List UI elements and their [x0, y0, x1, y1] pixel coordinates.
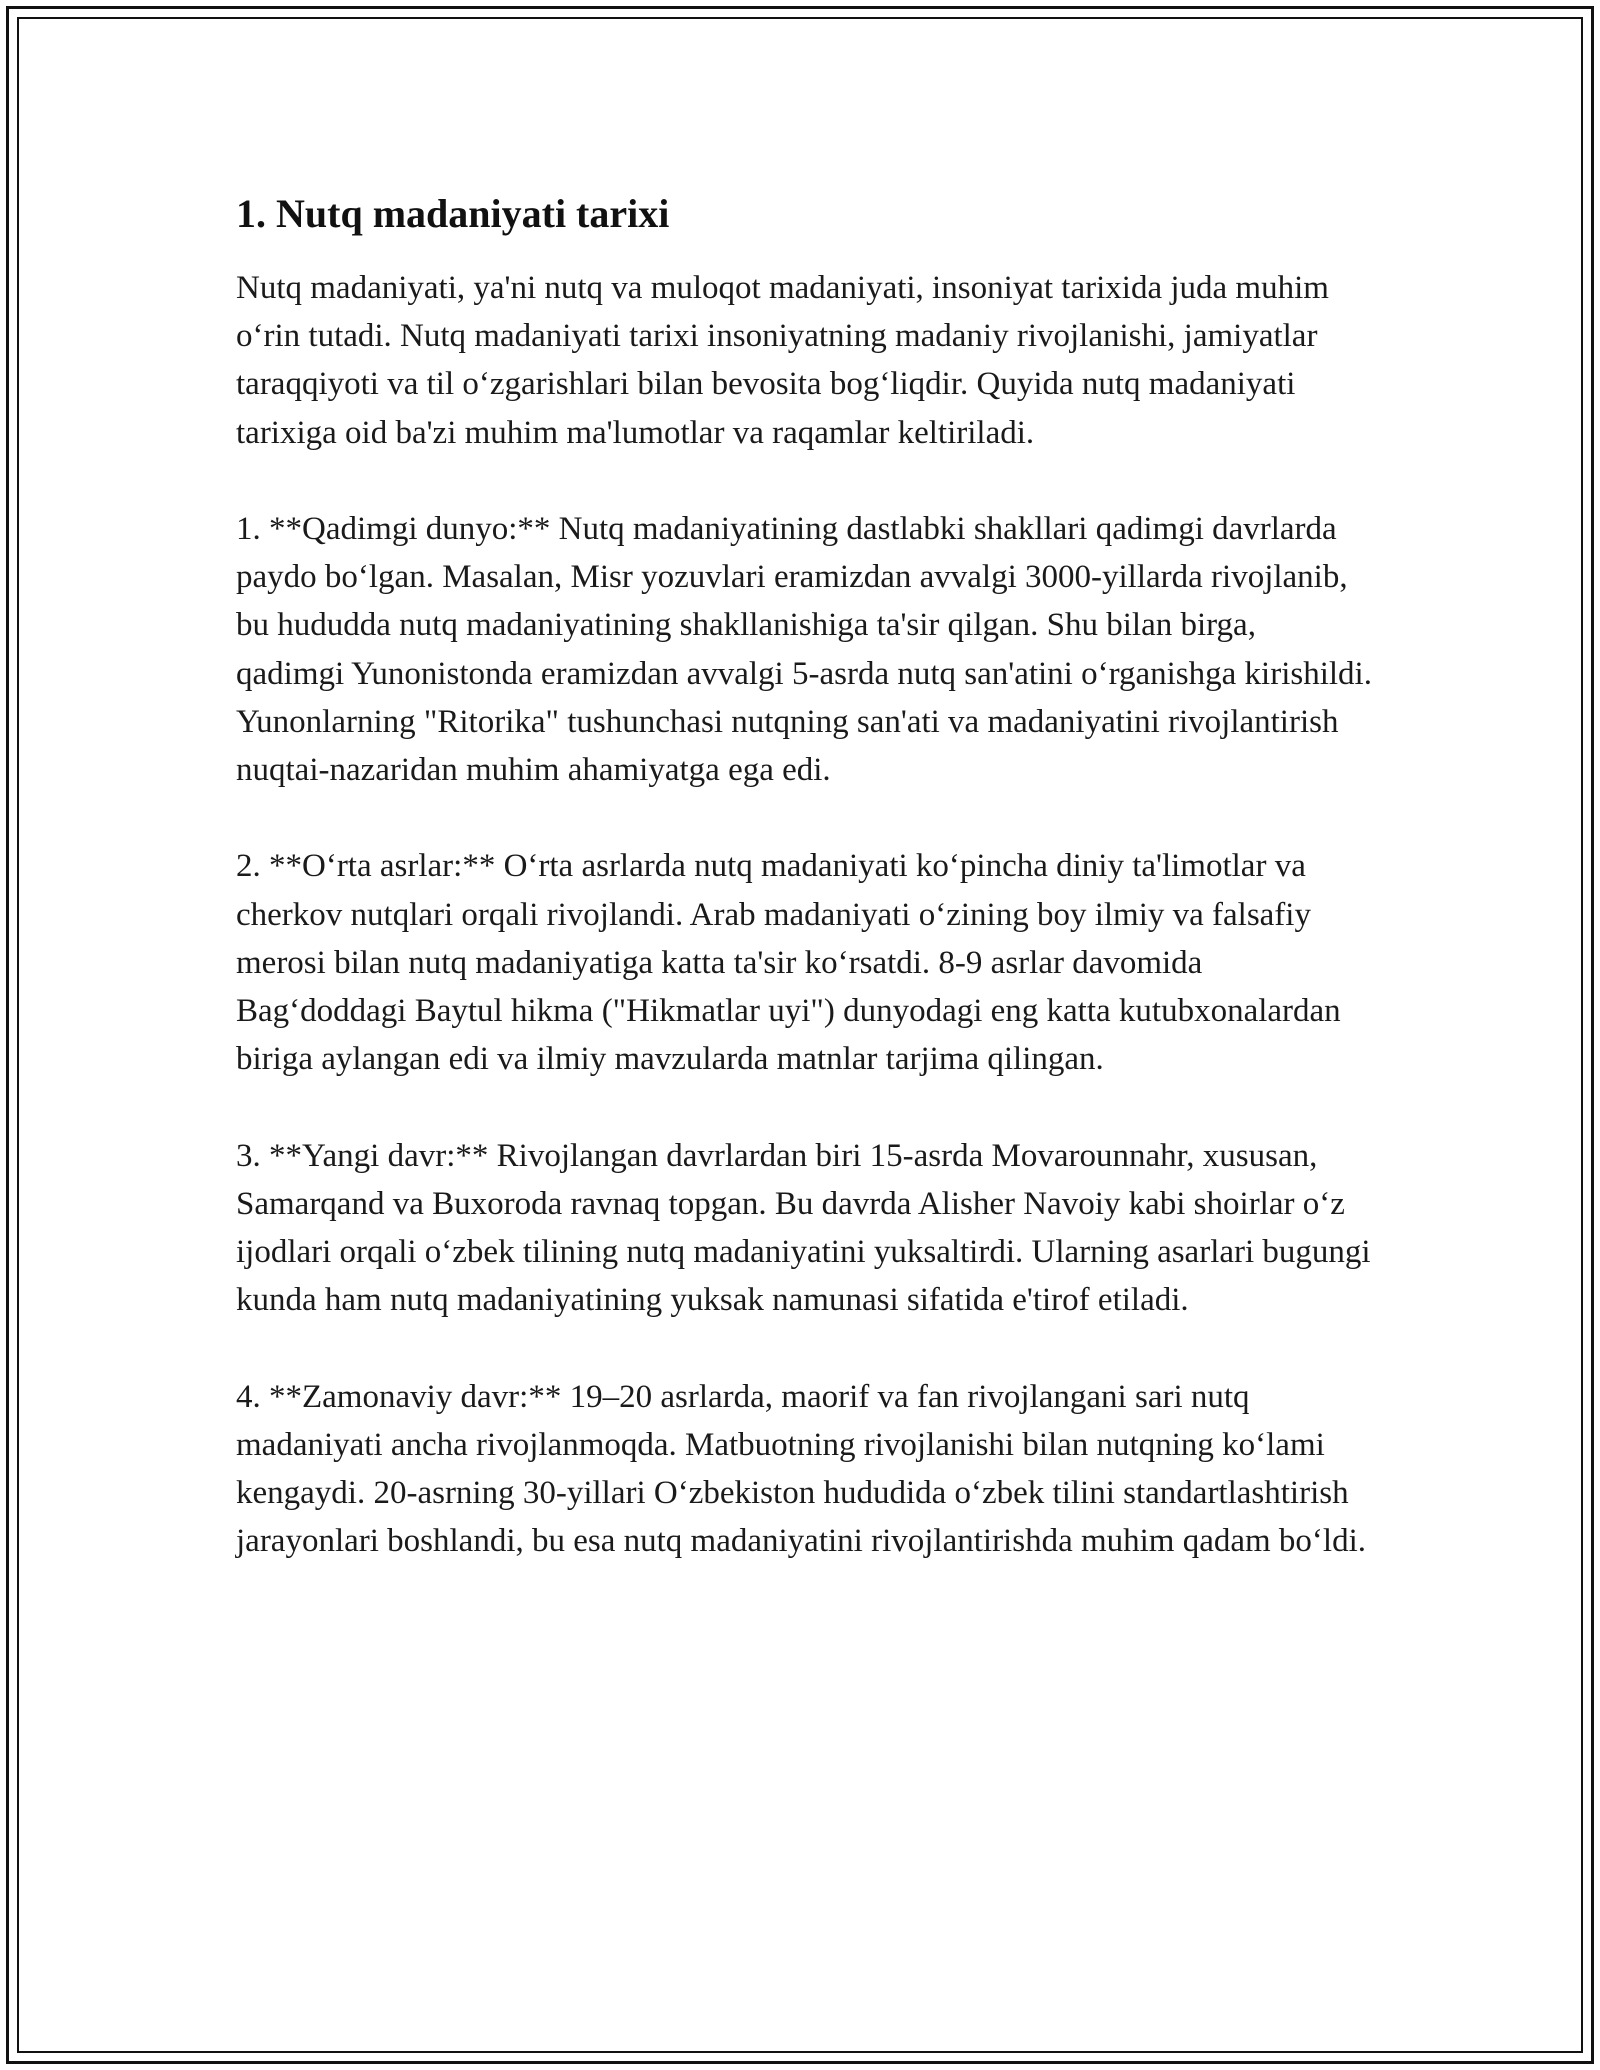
document-body: [236, 190, 1372, 1565]
document-title: 1. Nutq madaniyati tarixi: [236, 191, 670, 236]
paragraph-ancient-world: 1. **Qadimgi dunyo:** Nutq madaniyatining dastlabki shakllari qadimgi davrlarda paydo bo‘lgan. Masalan, Misr yozuvlari eramizdan avvalgi 3000-yillarda rivojlanib, bu hududda nutq madaniyatining shakllanishiga ta'sir qilgan. Shu bilan birga, qadimgi Yunonistonda eramizdan avvalgi 5-asrda nutq san'atini o‘rganishga kirishildi. Yunonlarning "Ritorika" tushunchasi nutqning san'ati va madaniyatini rivojlantirish nuqtai-nazaridan muhim ahamiyatga ega edi.: [236, 511, 1372, 789]
paragraph-middle-ages: 2. **O‘rta asrlar:** O‘rta asrlarda nutq madaniyati ko‘pincha diniy ta'limotlar va cherkov nutqlari orqali rivojlandi. Arab madaniyati o‘zining boy ilmiy va falsafiy merosi bilan nutq madaniyatiga katta ta'sir ko‘rsatdi. 8-9 asrlar davomida Bag‘doddagi Baytul hikma ("Hikmatlar uyi") dunyodagi eng katta kutubxonalardan biriga aylangan edi va ilmiy mavzularda matnlar tarjima qilingan.: [236, 848, 1341, 1078]
paragraph-new-era: 3. **Yangi davr:** Rivojlangan davrlardan biri 15-asrda Movarounnahr, xususan, Samarqand va Buxoroda ravnaq topgan. Bu davrda Alisher Navoiy kabi shoirlar o‘z ijodlari orqali o‘zbek tilining nutq madaniyatini yuksaltirdi. Ularning asarlari bugungi kunda ham nutq madaniyatining yuksak namunasi sifatida e'tirof etiladi.: [236, 1137, 1371, 1319]
paragraph-intro: Nutq madaniyati, ya'ni nutq va muloqot madaniyati, insoniyat tarixida juda muhim o‘rin tutadi. Nutq madaniyati tarixi insoniyatning madaniy rivojlanishi, jamiyatlar taraqqiyoti va til o‘zgarishlari bilan bevosita bog‘liqdir. Quyida nutq madaniyati tarixiga oid ba'zi muhim ma'lumotlar va raqamlar keltiriladi.: [236, 270, 1329, 451]
paragraph-modern-era: 4. **Zamonaviy davr:** 19–20 asrlarda, maorif va fan rivojlangani sari nutq madaniyati ancha rivojlanmoqda. Matbuotning rivojlanishi bilan nutqning ko‘lami kengaydi. 20-asrning 30-yillari O‘zbekiston hududida o‘zbek tilini standartlashtirish jarayonlari boshlandi, bu esa nutq madaniyatini rivojlantirishda muhim qadam bo‘ldi.: [236, 1378, 1367, 1560]
